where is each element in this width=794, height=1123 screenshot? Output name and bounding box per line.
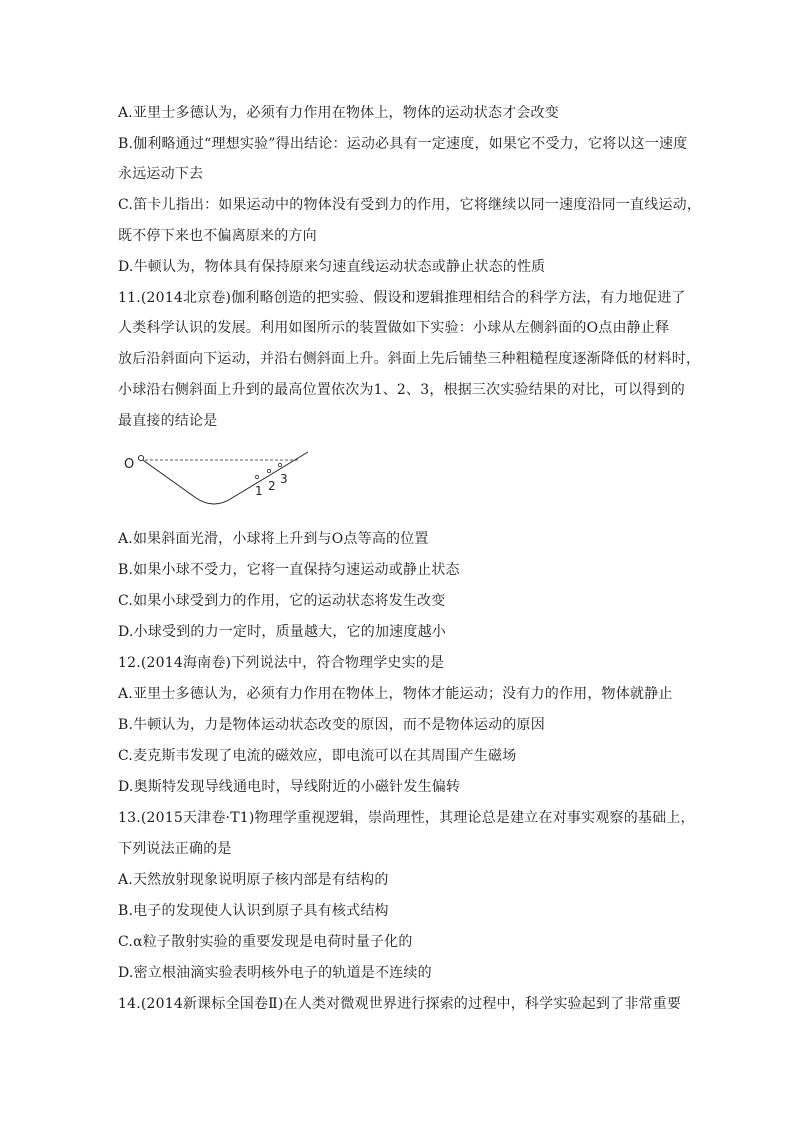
incline-figure — [118, 448, 318, 508]
label-2: 2 — [268, 479, 276, 493]
q11-option-a: A.如果斜面光滑，小球将上升到与O点等高的位置 — [118, 531, 429, 547]
question-11-stem-2: 人类科学认识的发展。利用如图所示的装置做如下实验：小球从左侧斜面的O点由静止释 — [118, 320, 670, 336]
position-mark-1 — [255, 475, 258, 478]
q12-option-b: B.牛顿认为，力是物体运动状态改变的原因，而不是物体运动的原因 — [118, 717, 545, 733]
q13-option-a: A.天然放射现象说明原子核内部是有结构的 — [118, 872, 389, 888]
question-11-stem-5: 最直接的结论是 — [118, 413, 218, 429]
option-c-descartes-cont: 既不停下来也不偏离原来的方向 — [118, 228, 317, 244]
q11-option-d: D.小球受到的力一定时，质量越大，它的加速度越小 — [118, 624, 446, 640]
position-mark-2 — [267, 469, 270, 472]
question-11-stem: 11.(2014北京卷)伽利略创造的把实验、假设和逻辑推理相结合的科学方法，有力地促进了 — [118, 290, 686, 306]
option-a-aristotle: A.亚里士多德认为，必须有力作用在物体上，物体的运动状态才会改变 — [118, 105, 559, 121]
question-11-stem-3: 放后沿斜面向下运动，并沿右侧斜面上升。斜面上先后铺垫三种粗糙程度逐渐降低的材料时， — [118, 351, 701, 367]
incline-diagram — [118, 448, 318, 508]
q13-option-b: B.电子的发现使人认识到原子具有核式结构 — [118, 903, 389, 919]
question-13-stem: 13.(2015天津卷·T1)物理学重视逻辑，崇尚理性，其理论总是建立在对事实观察的基础上， — [118, 810, 695, 826]
q11-option-c: C.如果小球受到力的作用，它的运动状态将发生改变 — [118, 593, 446, 609]
question-13-stem-2: 下列说法正确的是 — [118, 841, 232, 857]
ball — [138, 455, 143, 460]
q11-option-b: B.如果小球不受力，它将一直保持匀速运动或静止状态 — [118, 562, 460, 578]
option-b-galileo-cont: 永远运动下去 — [118, 166, 204, 182]
option-c-descartes: C.笛卡儿指出：如果运动中的物体没有受到力的作用，它将继续以同一速度沿同一直线运动， — [118, 197, 702, 213]
option-b-galileo: B.伽利略通过“理想实验”得出结论：运动必具有一定速度，如果它不受力，它将以这一速度 — [118, 136, 688, 152]
q12-option-d: D.奥斯特发现导线通电时，导线附近的小磁针发生偏转 — [118, 779, 461, 795]
q12-option-c: C.麦克斯韦发现了电流的磁效应，即电流可以在其周围产生磁场 — [118, 748, 517, 764]
q13-option-d: D.密立根油滴实验表明核外电子的轨道是不连续的 — [118, 965, 432, 981]
question-11-stem-4: 小球沿右侧斜面上升到的最高位置依次为1、2、3，根据三次实验结果的对比，可以得到的 — [118, 382, 685, 398]
question-12-stem: 12.(2014海南卷)下列说法中，符合物理学史实的是 — [118, 655, 445, 671]
label-o: O — [124, 457, 135, 472]
label-1: 1 — [255, 484, 263, 498]
option-d-newton: D.牛顿认为，物体具有保持原来匀速直线运动状态或静止状态的性质 — [118, 259, 546, 275]
q12-option-a: A.亚里士多德认为，必须有力作用在物体上，物体才能运动；没有力的作用，物体就静止 — [118, 686, 673, 702]
label-3: 3 — [280, 472, 288, 486]
question-14-stem: 14.(2014新课标全国卷Ⅱ)在人类对微观世界进行探索的过程中，科学实验起到了非常重要 — [118, 996, 682, 1012]
position-mark-3 — [278, 463, 281, 466]
q13-option-c: C.α粒子散射实验的重要发现是电荷时量子化的 — [118, 934, 413, 950]
